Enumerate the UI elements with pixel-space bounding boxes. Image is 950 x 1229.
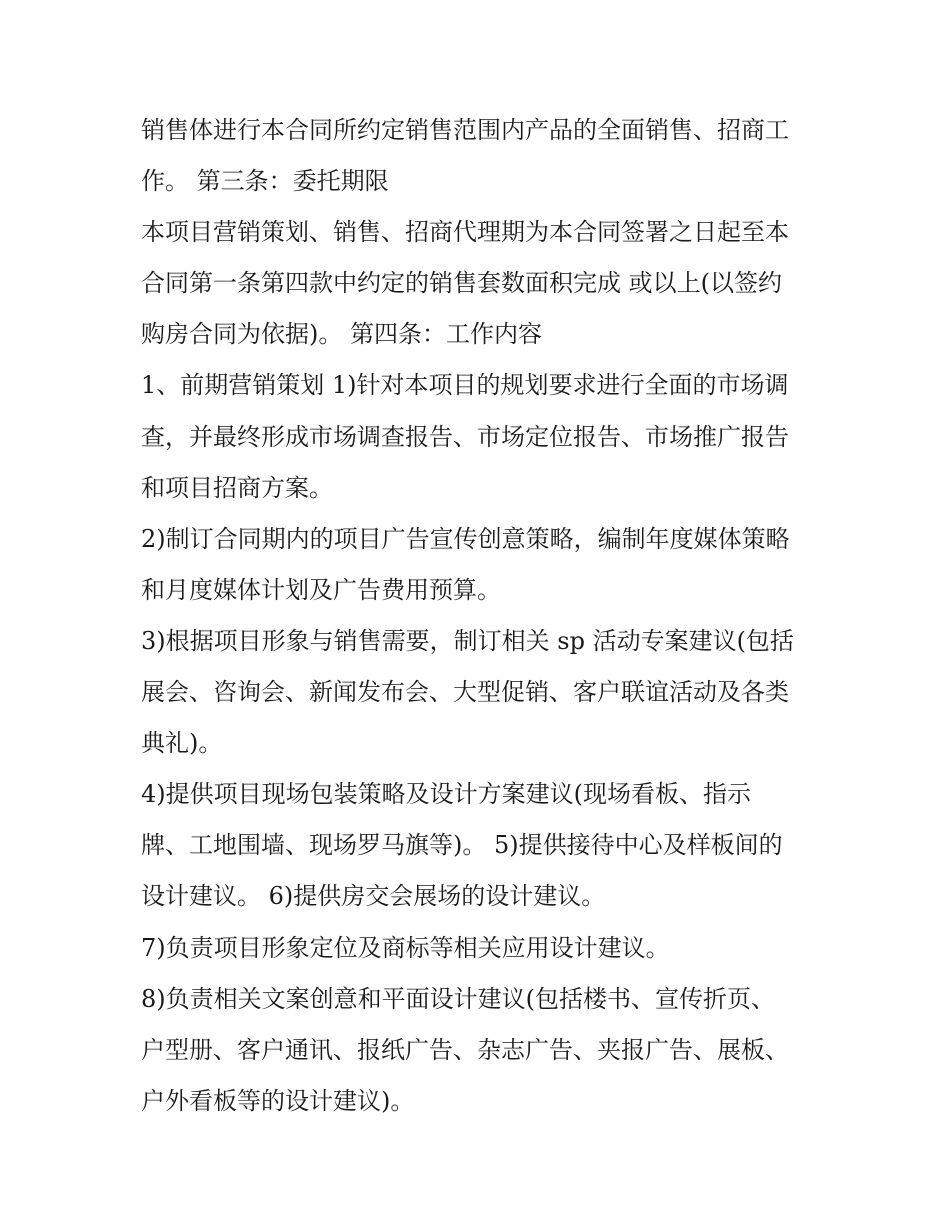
document-body bbox=[141, 105, 821, 1127]
text-line: 典礼)。 bbox=[141, 729, 223, 758]
text-line: 户外看板等的设计建议)。 bbox=[141, 1086, 415, 1115]
text-line: 和项目招商方案。 bbox=[141, 473, 333, 502]
text-line: 查，并最终形成市场调查报告、市场定位报告、市场推广报告 bbox=[141, 422, 789, 451]
text-line: 合同第一条第四款中约定的销售套数面积完成 或以上(以签约 bbox=[141, 269, 782, 298]
text-line: 1、前期营销策划 1)针对本项目的规划要求进行全面的市场调 bbox=[141, 371, 789, 400]
text-line: 设计建议。 6)提供房交会展场的设计建议。 bbox=[141, 882, 606, 911]
text-line: 牌、工地围墙、现场罗马旗等)。 5)提供接待中心及样板间的 bbox=[141, 831, 783, 860]
text-line: 4)提供项目现场包装策略及设计方案建议(现场看板、指示 bbox=[141, 780, 751, 809]
text-line: 作。 第三条：委托期限 bbox=[141, 167, 389, 196]
text-line: 8)负责相关文案创意和平面设计建议(包括楼书、宣传折页、 bbox=[141, 984, 775, 1013]
text-line: 购房合同为依据)。 第四条：工作内容 bbox=[141, 320, 542, 349]
text-line: 2)制订合同期内的项目广告宣传创意策略，编制年度媒体策略 bbox=[141, 524, 790, 553]
text-line: 和月度媒体计划及广告费用预算。 bbox=[141, 575, 501, 604]
text-line: 展会、咨询会、新闻发布会、大型促销、客户联谊活动及各类 bbox=[141, 678, 789, 707]
text-line: 3)根据项目形象与销售需要，制订相关 sp 活动专案建议(包括 bbox=[141, 626, 794, 655]
text-line: 本项目营销策划、销售、招商代理期为本合同签署之日起至本 bbox=[141, 218, 789, 247]
text-line: 户型册、客户通讯、报纸广告、杂志广告、夹报广告、展板、 bbox=[141, 1035, 789, 1064]
text-line: 销售体进行本合同所约定销售范围内产品的全面销售、招商工 bbox=[141, 116, 789, 144]
text-line: 7)负责项目形象定位及商标等相关应用设计建议。 bbox=[141, 933, 670, 962]
